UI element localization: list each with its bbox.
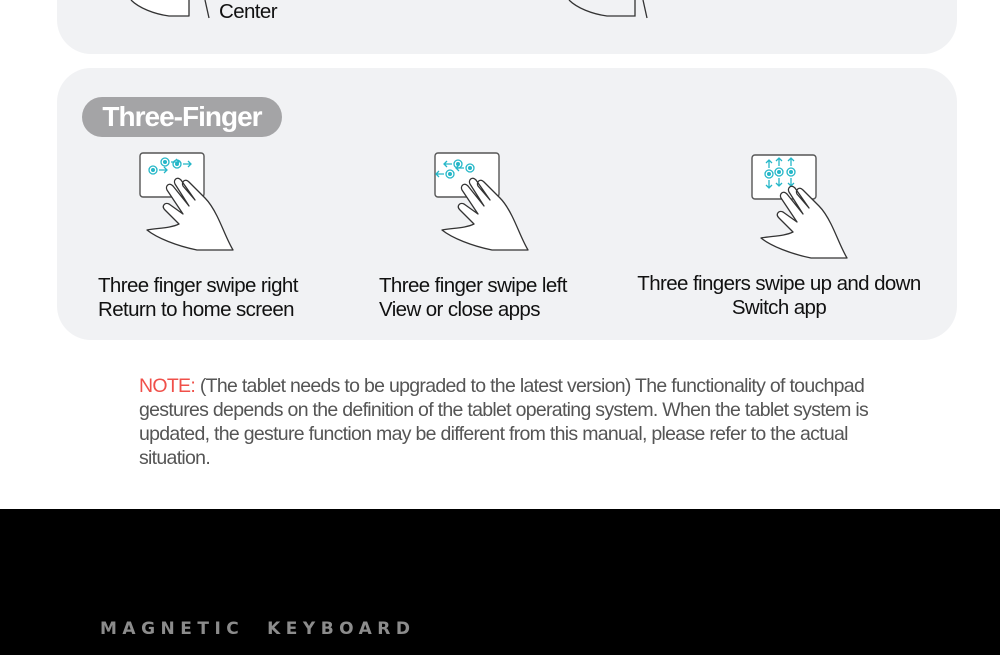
gesture-name: Three finger swipe right	[98, 274, 298, 297]
gesture-action: Return to home screen	[98, 298, 294, 321]
two-finger-card-partial	[57, 0, 957, 54]
top-card-caption: Center	[219, 0, 277, 23]
note-text: (The tablet needs to be upgraded to the latest version) The functionality of touchpad gestures depends on the definition of the tablet operating system. When the tablet system is updated, the gesture function may be different from this manual, please refer to the actual situation.	[139, 375, 869, 469]
hand-gesture-icon	[129, 0, 219, 24]
gesture-caption	[98, 274, 298, 322]
three-finger-swipe-right-icon	[137, 150, 237, 252]
brand-text: MAGNETIC KEYBOARD	[100, 619, 416, 639]
three-finger-card	[57, 68, 957, 340]
gesture-caption	[629, 272, 929, 320]
gesture-name: Three finger swipe left	[379, 274, 567, 297]
section-title-pill: Three-Finger	[82, 97, 282, 137]
gesture-caption	[379, 274, 567, 322]
note-label: NOTE:	[139, 375, 196, 397]
note-paragraph	[139, 374, 899, 470]
three-finger-swipe-up-down-icon	[749, 152, 849, 260]
footer-banner	[0, 509, 1000, 655]
gesture-action: View or close apps	[379, 298, 540, 321]
gesture-action: Switch app	[731, 296, 827, 319]
three-finger-swipe-left-icon	[432, 150, 532, 252]
hand-gesture-icon	[567, 0, 657, 24]
gesture-name: Three fingers swipe up and down	[637, 272, 921, 295]
